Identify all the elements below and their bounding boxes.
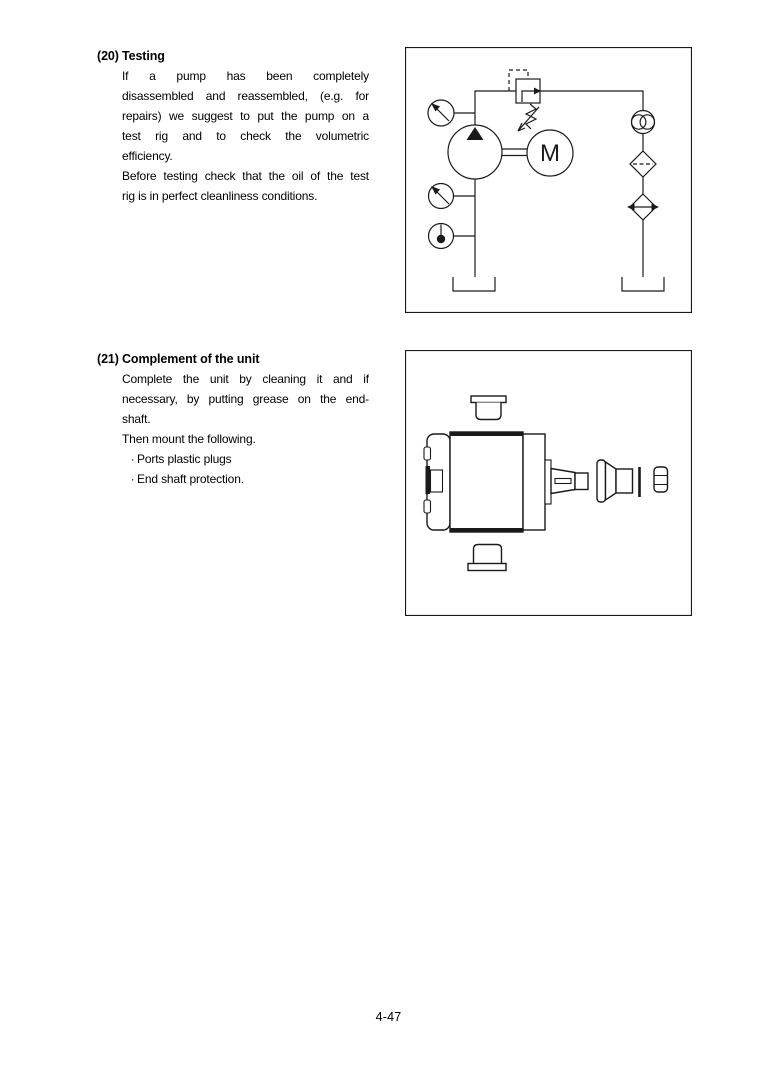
section-21-heading <box>97 349 259 369</box>
section-20-title: Testing <box>122 49 165 63</box>
text-line: efficiency. <box>122 149 173 163</box>
test-rig-circuit-drawing <box>405 47 692 313</box>
text-line: Then mount the following. <box>122 432 256 446</box>
text-line: necessary, by putting grease on the end- <box>122 392 369 406</box>
bullet-item <box>122 469 369 489</box>
figure-border <box>406 48 692 313</box>
text-line: repairs) we suggest to put the pump on a <box>122 109 369 123</box>
text-line: test rig and to check the volumetric <box>122 129 369 143</box>
bullet-dot: · <box>130 452 135 466</box>
page-number: 4-47 <box>375 1010 402 1024</box>
section-20-heading <box>97 46 165 66</box>
text-line: Complete the unit by cleaning it and if <box>122 372 369 386</box>
section-20-number: (20) <box>97 49 119 63</box>
plug-nut <box>654 467 668 492</box>
bullet-label: End shaft protection. <box>137 472 244 486</box>
electric-motor-symbol <box>527 130 573 176</box>
section-21-title: Complement of the unit <box>122 352 260 366</box>
text-line: If a pump has been completely <box>122 69 369 83</box>
pump-symbol <box>448 125 502 179</box>
bullet-item <box>122 449 369 469</box>
section-21-text <box>122 369 369 489</box>
text-line: Before testing check that the oil of the test <box>122 169 369 183</box>
text-line: rig is in perfect cleanliness conditions. <box>122 189 318 203</box>
text-line: disassembled and reassembled, (e.g. for <box>122 89 369 103</box>
text-line: shaft. <box>122 412 151 426</box>
bullet-dot: · <box>130 472 135 486</box>
section-20-text <box>122 66 369 206</box>
figure-test-rig-circuit <box>405 47 692 313</box>
pump-assembly-drawing <box>405 350 692 616</box>
pump-body <box>424 432 551 532</box>
figure-pump-assembly <box>405 350 692 616</box>
port-plug-bottom <box>468 545 506 571</box>
port-plug-top <box>471 396 506 420</box>
section-21-number: (21) <box>97 352 119 366</box>
motor-label: M <box>540 140 560 167</box>
flow-meter-symbol <box>632 111 655 134</box>
bullet-label: Ports plastic plugs <box>137 452 232 466</box>
